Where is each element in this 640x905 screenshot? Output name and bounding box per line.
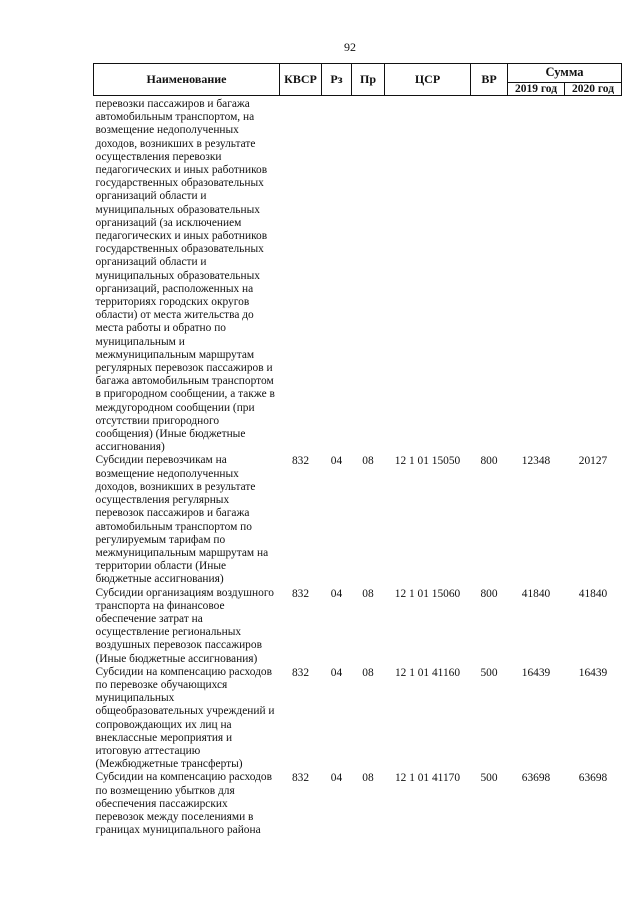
row-pr: 08	[362, 772, 374, 785]
row-kvsr	[280, 96, 322, 455]
row-sum-2020: 63698	[578, 772, 608, 785]
row-name: Субсидии на компенсацию расходов по возмещению убытков для обеспечения пассажирских перевозок между поселениями в границах муниципального района	[95, 771, 272, 837]
row-rz: 04	[330, 772, 343, 785]
header-sum: Сумма	[508, 64, 622, 83]
row-sum-2019: 63698	[521, 772, 551, 785]
row-sum-2020: 16439	[578, 666, 608, 679]
row-name: Субсидии перевозчикам на возмещение недополученных доходов, возникших в результате осуществления регулярных перевозок пассажиров и багажа автомобильным транспортом по регулируемым тарифам по межмуниципальным маршрутам на территории области (Иные бюджетные ассигнования)	[95, 454, 269, 586]
table-header	[94, 64, 622, 96]
header-rz: Рз	[322, 64, 352, 96]
row-sum-2019	[508, 96, 565, 455]
row-vr: 800	[480, 455, 498, 468]
row-csr: 12 1 01 15050	[394, 455, 461, 468]
row-kvsr: 832	[291, 587, 310, 600]
header-year-2020: 2020 год	[565, 83, 622, 96]
row-kvsr: 832	[291, 772, 310, 785]
row-csr	[385, 96, 471, 455]
table-body	[94, 96, 622, 838]
row-vr: 800	[480, 587, 498, 600]
header-csr: ЦСР	[385, 64, 471, 96]
table-row	[94, 771, 622, 837]
row-rz	[322, 96, 352, 455]
row-csr: 12 1 01 41160	[394, 666, 461, 679]
table-row	[94, 96, 622, 455]
table-row	[94, 587, 622, 666]
row-rz: 04	[330, 455, 343, 468]
header-pr: Пр	[352, 64, 385, 96]
row-name: перевозки пассажиров и багажа автомобильным транспортом, на возмещение недополученных доходов, возникших в результате осуществления перевозки педагогических и иных работников государственных образовательных организаций области и муниципальных образовательных организаций (за исключением педагогических и иных работников государственных образовательных организаций области и муниципальных образовательных организаций, расположенных на территориях городских округов области) от места жительства до места работы и обратно по муниципальным и межмуниципальным маршрутам регулярных перевозок пассажиров и багажа автомобильным транспортом в пригородном сообщении, а также в междугородном сообщении (при отсутствии пригородного сообщения) (Иные бюджетные ассигнования)	[95, 98, 275, 454]
row-vr	[471, 96, 508, 455]
row-rz: 04	[330, 666, 343, 679]
row-sum-2020: 20127	[578, 455, 608, 468]
header-kvsr: КВСР	[280, 64, 322, 96]
row-csr: 12 1 01 15060	[394, 587, 461, 600]
header-name: Наименование	[94, 64, 280, 96]
row-name: Субсидии организациям воздушного транспорта на финансовое обеспечение затрат на осуществление региональных воздушных перевозок пассажиров (Иные бюджетные ассигнования)	[95, 586, 274, 665]
row-sum-2019: 12348	[521, 455, 551, 468]
row-csr: 12 1 01 41170	[394, 772, 461, 785]
row-vr: 500	[480, 666, 498, 679]
header-vr: ВР	[471, 64, 508, 96]
table-row	[94, 454, 622, 586]
row-name: Субсидии на компенсацию расходов по перевозке обучающихся муниципальных общеобразовательных учреждений и сопровождающих их лиц на внеклассные мероприятия и итоговую аттестацию (Межбюджетные трансферты)	[95, 665, 275, 771]
row-pr: 08	[362, 455, 374, 468]
budget-table	[93, 63, 622, 837]
row-sum-2019: 41840	[521, 587, 551, 600]
row-sum-2020	[565, 96, 622, 455]
row-vr: 500	[480, 772, 498, 785]
row-kvsr: 832	[291, 666, 310, 679]
table-row	[94, 666, 622, 772]
row-pr	[352, 96, 385, 455]
row-pr: 08	[362, 587, 374, 600]
header-year-2019: 2019 год	[508, 83, 565, 96]
row-sum-2020: 41840	[578, 587, 608, 600]
row-sum-2019: 16439	[521, 666, 551, 679]
row-kvsr: 832	[291, 455, 310, 468]
row-rz: 04	[330, 587, 343, 600]
row-pr: 08	[362, 666, 374, 679]
